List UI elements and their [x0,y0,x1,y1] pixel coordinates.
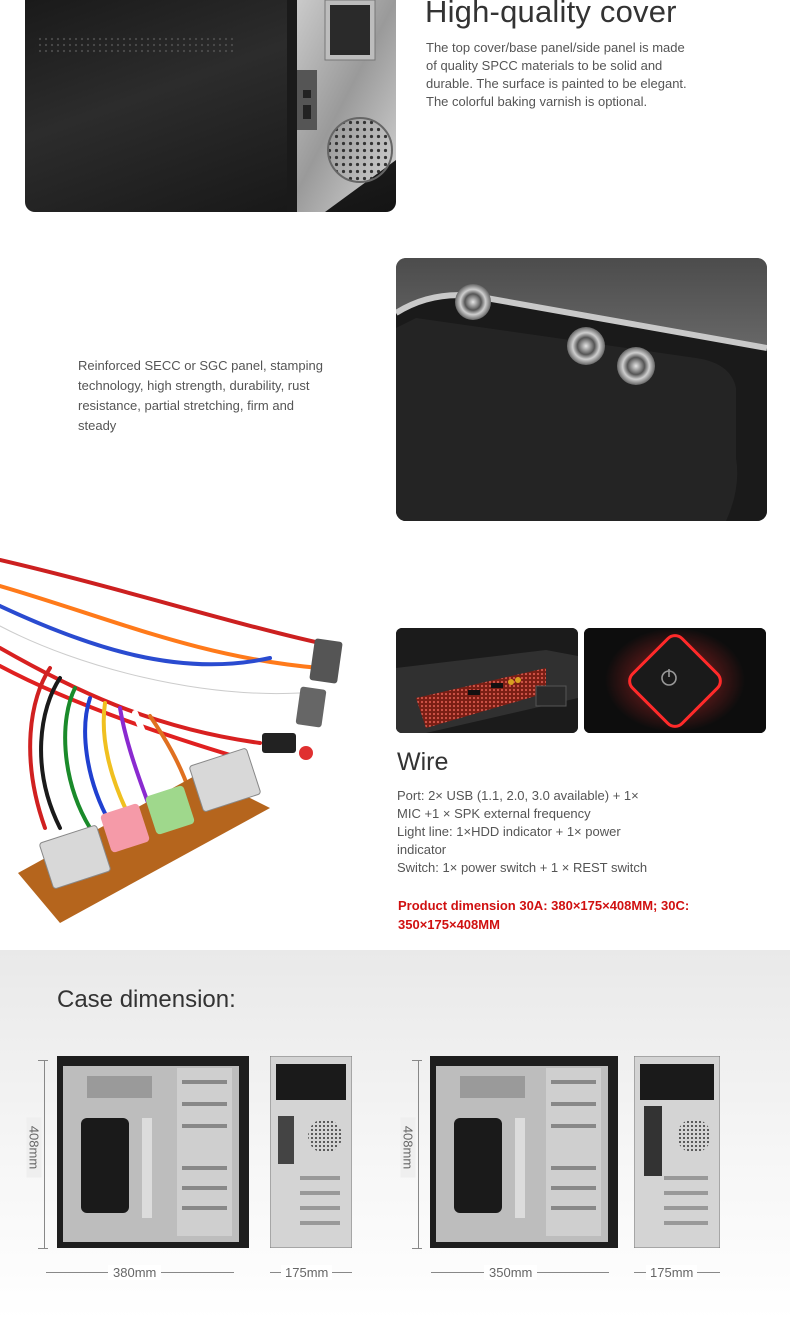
power-button-photo [584,628,766,733]
section-text-panel: Reinforced SECC or SGC panel, stamping technology, high strength, durability, rust resistance, partial stretching, firm and steady [78,358,323,433]
case-a-height-label: 408mm [27,1118,42,1178]
case-a-back-illustration [270,1056,352,1248]
product-dimension-highlight: Product dimension 30A: 380×175×408MM; 30C: 350×175×408MM [398,898,690,932]
wire-spec-port: Port: 2× USB (1.1, 2.0, 3.0 available) + 1× MIC +1 × SPK external frequency [397,788,639,821]
case-c-side-illustration [430,1056,618,1248]
panel-closeup-photo [396,258,767,521]
case-c-back-illustration [634,1056,720,1248]
case-c-height-line [418,1060,419,1248]
case-top-cover-illustration [25,0,396,212]
case-c-depth-label: 175mm [646,1265,697,1280]
case-a-side-illustration [57,1056,249,1248]
case-c-width-label: 350mm [484,1265,537,1280]
case-a-side-photo [57,1056,249,1248]
wire-spec-switch: Switch: 1× power switch + 1 × REST switch [397,860,648,875]
case-c-height-tick-top [412,1060,422,1061]
case-a-width-label: 380mm [108,1265,161,1280]
case-front-usb-photo [396,628,578,733]
case-front-usb-illustration [396,628,578,733]
case-a-height-tick-bottom [38,1248,48,1249]
case-a-depth-label: 175mm [281,1265,332,1280]
front-panel-wire-illustration [0,528,380,938]
case-c-height-tick-bottom [412,1248,422,1249]
case-a-height-line [44,1060,45,1248]
section-text-cover: The top cover/base panel/side panel is made of quality SPCC materials to be solid and durable. The surface is painted to be elegant. The colorful baking varnish is optional. [426,40,687,109]
wire-spec-light: Light line: 1×HDD indicator + 1× power indicator [397,824,621,857]
case-a-height-tick-top [38,1060,48,1061]
front-panel-wire-photo [0,528,380,938]
power-button-illustration [584,628,766,733]
case-c-back-photo [634,1056,720,1248]
wire-spec-list [397,787,657,877]
case-top-cover-photo [25,0,396,212]
section-title-wire: Wire [397,748,449,776]
case-a-back-photo [270,1056,352,1248]
case-c-height-label: 408mm [401,1118,416,1178]
case-c-side-photo [430,1056,618,1248]
section-title-dimension: Case dimension: [57,986,236,1013]
section-title-cover: High-quality cover [425,0,677,29]
panel-closeup-illustration [396,258,767,521]
